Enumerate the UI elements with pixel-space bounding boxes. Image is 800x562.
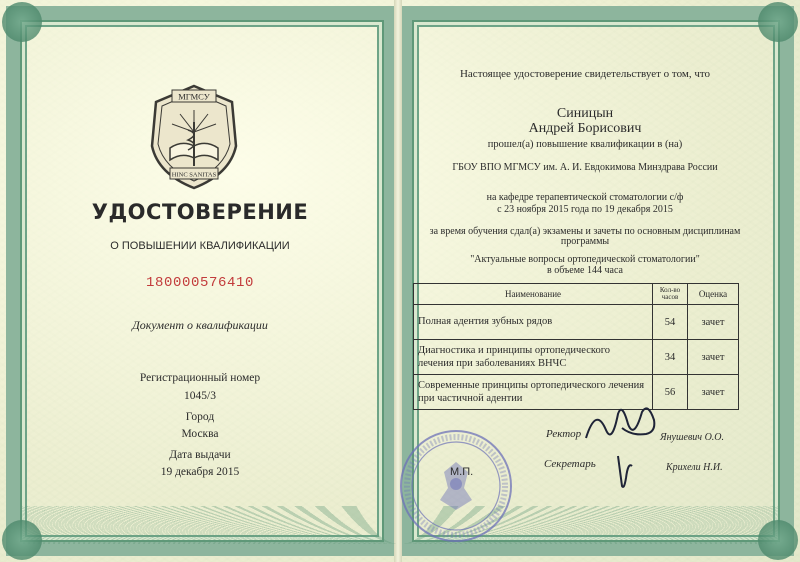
corner-ornament	[2, 520, 42, 560]
issue-date-value: 19 декабря 2015	[160, 466, 240, 478]
corner-ornament	[758, 2, 798, 42]
program-title: "Актуальные вопросы ортопедической стоматологии"	[470, 254, 700, 265]
discipline-grade: зачет	[688, 305, 739, 340]
registration-label: Регистрационный номер	[139, 372, 261, 384]
discipline-grade: зачет	[688, 375, 739, 410]
exams-text-line1: за время обучения сдал(а) экзамены и зачеты по основным дисциплинам	[429, 226, 741, 237]
table-row	[414, 340, 739, 375]
rector-name: Янушевич О.О.	[660, 432, 725, 443]
discipline-name: Полная адентия зубных рядов	[414, 305, 653, 340]
table-row	[414, 305, 739, 340]
university-emblem-icon	[146, 82, 242, 192]
column-header-name: Наименование	[414, 284, 653, 305]
emblem-top-text: МГМСУ	[178, 91, 210, 102]
holder-surname: Синицын	[556, 106, 614, 121]
document-subtitle: О ПОВЫШЕНИИ КВАЛИФИКАЦИИ	[110, 240, 290, 252]
secretary-signature-icon	[612, 452, 638, 492]
rector-label: Ректор	[546, 428, 582, 440]
document-title: УДОСТОВЕРЕНИЕ	[91, 200, 309, 224]
rector-signature-icon	[582, 400, 662, 448]
column-header-grade: Оценка	[688, 284, 739, 305]
discipline-name: Современные принципы ортопедического лечения при частичной адентии	[414, 375, 653, 410]
certificate-number: 180000576410	[145, 275, 255, 291]
department-text: на кафедре терапевтической стоматологии с/ф	[486, 192, 684, 203]
table-header-row	[414, 284, 739, 305]
discipline-name: Диагностика и принципы ортопедического лечения при заболеваниях ВНЧС	[414, 340, 653, 375]
program-volume: в объеме 144 часа	[547, 265, 623, 276]
column-header-hours: Кол-во часов	[653, 284, 688, 305]
discipline-hours: 56	[653, 375, 688, 410]
holder-name: Андрей Борисович	[528, 121, 642, 136]
official-stamp-icon	[398, 428, 514, 544]
corner-ornament	[2, 2, 42, 42]
emblem-bottom-text: HINC SANITAS	[171, 171, 217, 179]
city-label: Город	[185, 411, 215, 423]
study-period: с 23 ноября 2015 года по 19 декабря 2015	[497, 204, 673, 215]
exams-text-line2: программы	[560, 236, 610, 247]
disciplines-table	[413, 283, 739, 410]
table-row	[414, 375, 739, 410]
secretary-label: Секретарь	[544, 458, 596, 470]
corner-ornament	[758, 520, 798, 560]
institution-name: ГБОУ ВПО МГМСУ им. А. И. Евдокимова Минздрава России	[452, 162, 718, 173]
discipline-hours: 34	[653, 340, 688, 375]
registration-number: 1045/3	[184, 390, 216, 402]
issue-date-label: Дата выдачи	[169, 449, 231, 461]
intro-text: Настоящее удостоверение свидетельствует о том, что	[459, 68, 711, 80]
seal-placeholder-label: М.П.	[450, 466, 474, 478]
secretary-name: Крихели Н.И.	[666, 462, 723, 473]
discipline-grade: зачет	[688, 340, 739, 375]
city-value: Москва	[181, 428, 219, 440]
document-type: Документ о квалификации	[132, 318, 268, 332]
passed-text: прошел(а) повышение квалификации в (на)	[487, 139, 683, 150]
discipline-hours: 54	[653, 305, 688, 340]
